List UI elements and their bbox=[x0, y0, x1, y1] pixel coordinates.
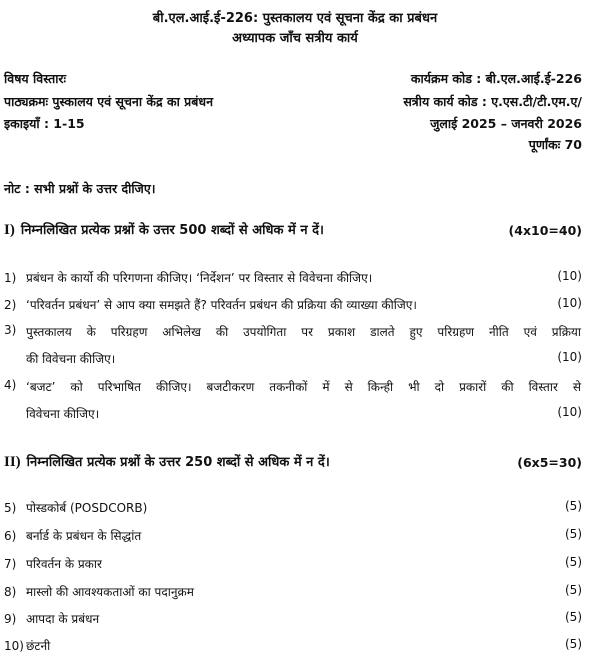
question-marks: (10) bbox=[557, 405, 582, 419]
question-marks: (5) bbox=[565, 610, 582, 624]
question-item bbox=[4, 610, 99, 627]
question-item bbox=[4, 269, 372, 286]
question-text: पोस्डकोर्ब (POSDCORB) bbox=[26, 501, 148, 515]
question-text: बर्नार्ड के प्रबंधन के सिद्धांत bbox=[26, 529, 142, 543]
max-marks: पूर्णांकः 70 bbox=[528, 137, 582, 152]
question-item bbox=[4, 378, 26, 392]
question-marks: (10) bbox=[557, 296, 582, 310]
question-item bbox=[4, 583, 194, 600]
question-number: 1) bbox=[4, 271, 17, 285]
section-marks: (4x10=40) bbox=[508, 223, 582, 238]
question-marks: (10) bbox=[557, 350, 582, 364]
question-item bbox=[4, 296, 417, 313]
question-number: 7) bbox=[4, 557, 17, 571]
question-number: 4) bbox=[4, 378, 17, 392]
question-marks: (5) bbox=[565, 555, 582, 569]
question-text: ‘बजट’ को परिभाषित कीजिए। बजटीकरण तकनीकों में से किन्ही भी दो प्रकारों की विस्तार से bbox=[26, 380, 581, 394]
question-number: 3) bbox=[4, 323, 17, 337]
note: नोट : सभी प्रश्नों के उत्तर दीजिए। bbox=[4, 181, 156, 196]
question-number: 8) bbox=[4, 585, 17, 599]
programme-code: कार्यक्रम कोड : बी.एल.आई.ई-226 bbox=[410, 71, 582, 86]
question-text: पुस्तकालय के परिग्रहण अभिलेख की उपयोगिता पर प्रकाश डालते हुए परिग्रहण नीति एवं प्रक्रिया bbox=[26, 325, 581, 339]
document-title: बी.एल.आई.ई-226: पुस्तकालय एवं सूचना केंद्र का प्रबंधन bbox=[152, 11, 438, 26]
question-marks: (5) bbox=[565, 583, 582, 597]
question-text-cont: विवेचना कीजिए। bbox=[26, 407, 100, 421]
question-number: 5) bbox=[4, 501, 17, 515]
question-text: छंटनी bbox=[26, 639, 51, 653]
question-number: 2) bbox=[4, 298, 17, 312]
question-item bbox=[4, 637, 50, 654]
question-marks: (5) bbox=[565, 637, 582, 651]
question-text-cont: की विवेचना कीजिए। bbox=[26, 352, 116, 366]
question-item bbox=[4, 555, 102, 572]
question-item bbox=[4, 323, 26, 337]
section-instruction: निम्नलिखित प्रत्येक प्रश्नों के उत्तर 250 शब्दों से अधिक में न दें। bbox=[26, 455, 330, 470]
section-number: II) bbox=[4, 454, 21, 470]
section-number: I) bbox=[4, 222, 15, 238]
units: इकाइयाँ : 1-15 bbox=[4, 116, 85, 131]
section-marks: (6x5=30) bbox=[517, 455, 582, 470]
question-text: प्रबंधन के कार्यो की परिगणना कीजिए। ‘निर्देशन’ पर विस्तार से विवेचना कीजिए। bbox=[26, 271, 373, 285]
question-item bbox=[4, 527, 141, 544]
question-text: आपदा के प्रबंधन bbox=[26, 612, 100, 626]
question-text: मास्लो की आवश्यकताओं का पदानुक्रम bbox=[26, 585, 194, 599]
course-name: पाठ्यक्रमः पुस्कालय एवं सूचना केंद्र का प्रबंधन bbox=[4, 94, 214, 109]
section-heading bbox=[4, 220, 324, 239]
question-marks: (5) bbox=[565, 499, 582, 513]
document-subtitle: अध्यापक जाँच सत्रीय कार्य bbox=[232, 31, 358, 46]
question-item bbox=[4, 499, 147, 516]
section-heading bbox=[4, 452, 330, 471]
question-number: 10) bbox=[4, 639, 24, 653]
question-number: 9) bbox=[4, 612, 17, 626]
assignment-code: सत्रीय कार्य कोड : ए.एस.टी/टी.एम.ए/ bbox=[403, 94, 582, 109]
question-text: परिवर्तन के प्रकार bbox=[26, 557, 102, 571]
question-number: 6) bbox=[4, 529, 17, 543]
question-text: ‘परिवर्तन प्रबंधन’ से आप क्या समझते हैं? परिवर्तन प्रबंधन की प्रक्रिया की व्याख्या कीजिए। bbox=[26, 298, 417, 312]
question-marks: (10) bbox=[557, 269, 582, 283]
subject-label: विषय विस्तारः bbox=[4, 71, 67, 86]
section-instruction: निम्नलिखित प्रत्येक प्रश्नों के उत्तर 500 शब्दों से अधिक में न दें। bbox=[20, 223, 324, 238]
session: जुलाई 2025 – जनवरी 2026 bbox=[430, 116, 582, 131]
question-marks: (5) bbox=[565, 527, 582, 541]
